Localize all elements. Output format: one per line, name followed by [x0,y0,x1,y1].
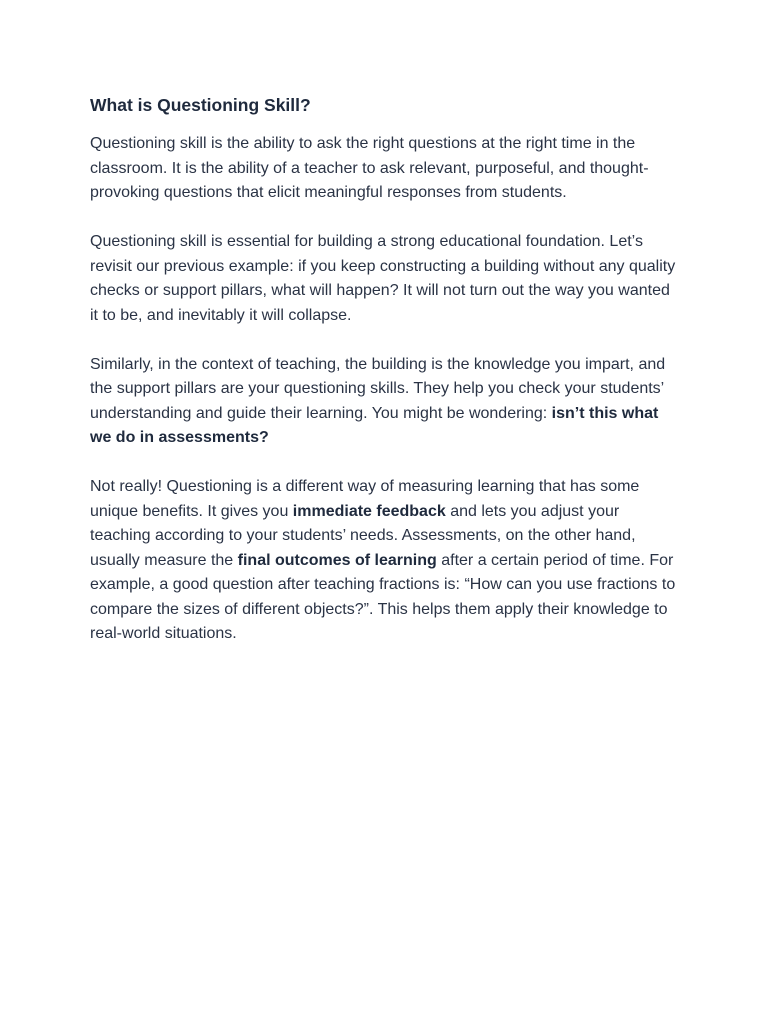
paragraph-definition: Questioning skill is the ability to ask the right questions at the right time in the classroom. It is the ability of a teacher to ask relevant, purposeful, and thought-provoking questions that elicit meaningful responses from students. [90,135,649,201]
paragraph-analogy-text: Similarly, in the context of teaching, the building is the knowledge you impart, and the support pillars are your questioning skills. They help you check your students’ understanding and guide their learning. You might be wondering: [90,355,666,422]
paragraph-analogy-question: isn’t this what we do in assessments? [90,404,659,446]
benefits-emphasis-outcomes: final outcomes of learning [237,551,437,569]
paragraph-benefits [90,475,682,647]
paragraph-foundation: Questioning skill is essential for building a strong educational foundation. Let’s revisit our previous example: if you keep constructing a building without any quality checks or support pillars, what will happen? It will not turn out the way you wanted it to be, and inevitably it will collapse. [90,233,676,324]
benefits-text-3: after a certain period of time. For example, a good question after teaching fractions is: “How can you use fractions to compare the sizes of different objects?”. This helps them apply their knowledge to real-world situations. [90,551,676,642]
section-title: What is Questioning Skill? [90,95,311,115]
benefits-emphasis-feedback: immediate feedback [292,502,446,520]
paragraph-analogy [90,353,682,451]
document-page [90,92,682,671]
benefits-text-2: and lets you adjust your teaching according to your students’ needs. Assessments, on the other hand, usually measure the [90,502,636,569]
benefits-text-1: Not really! Questioning is a different way of measuring learning that has some unique benefits. It gives you [90,478,640,520]
